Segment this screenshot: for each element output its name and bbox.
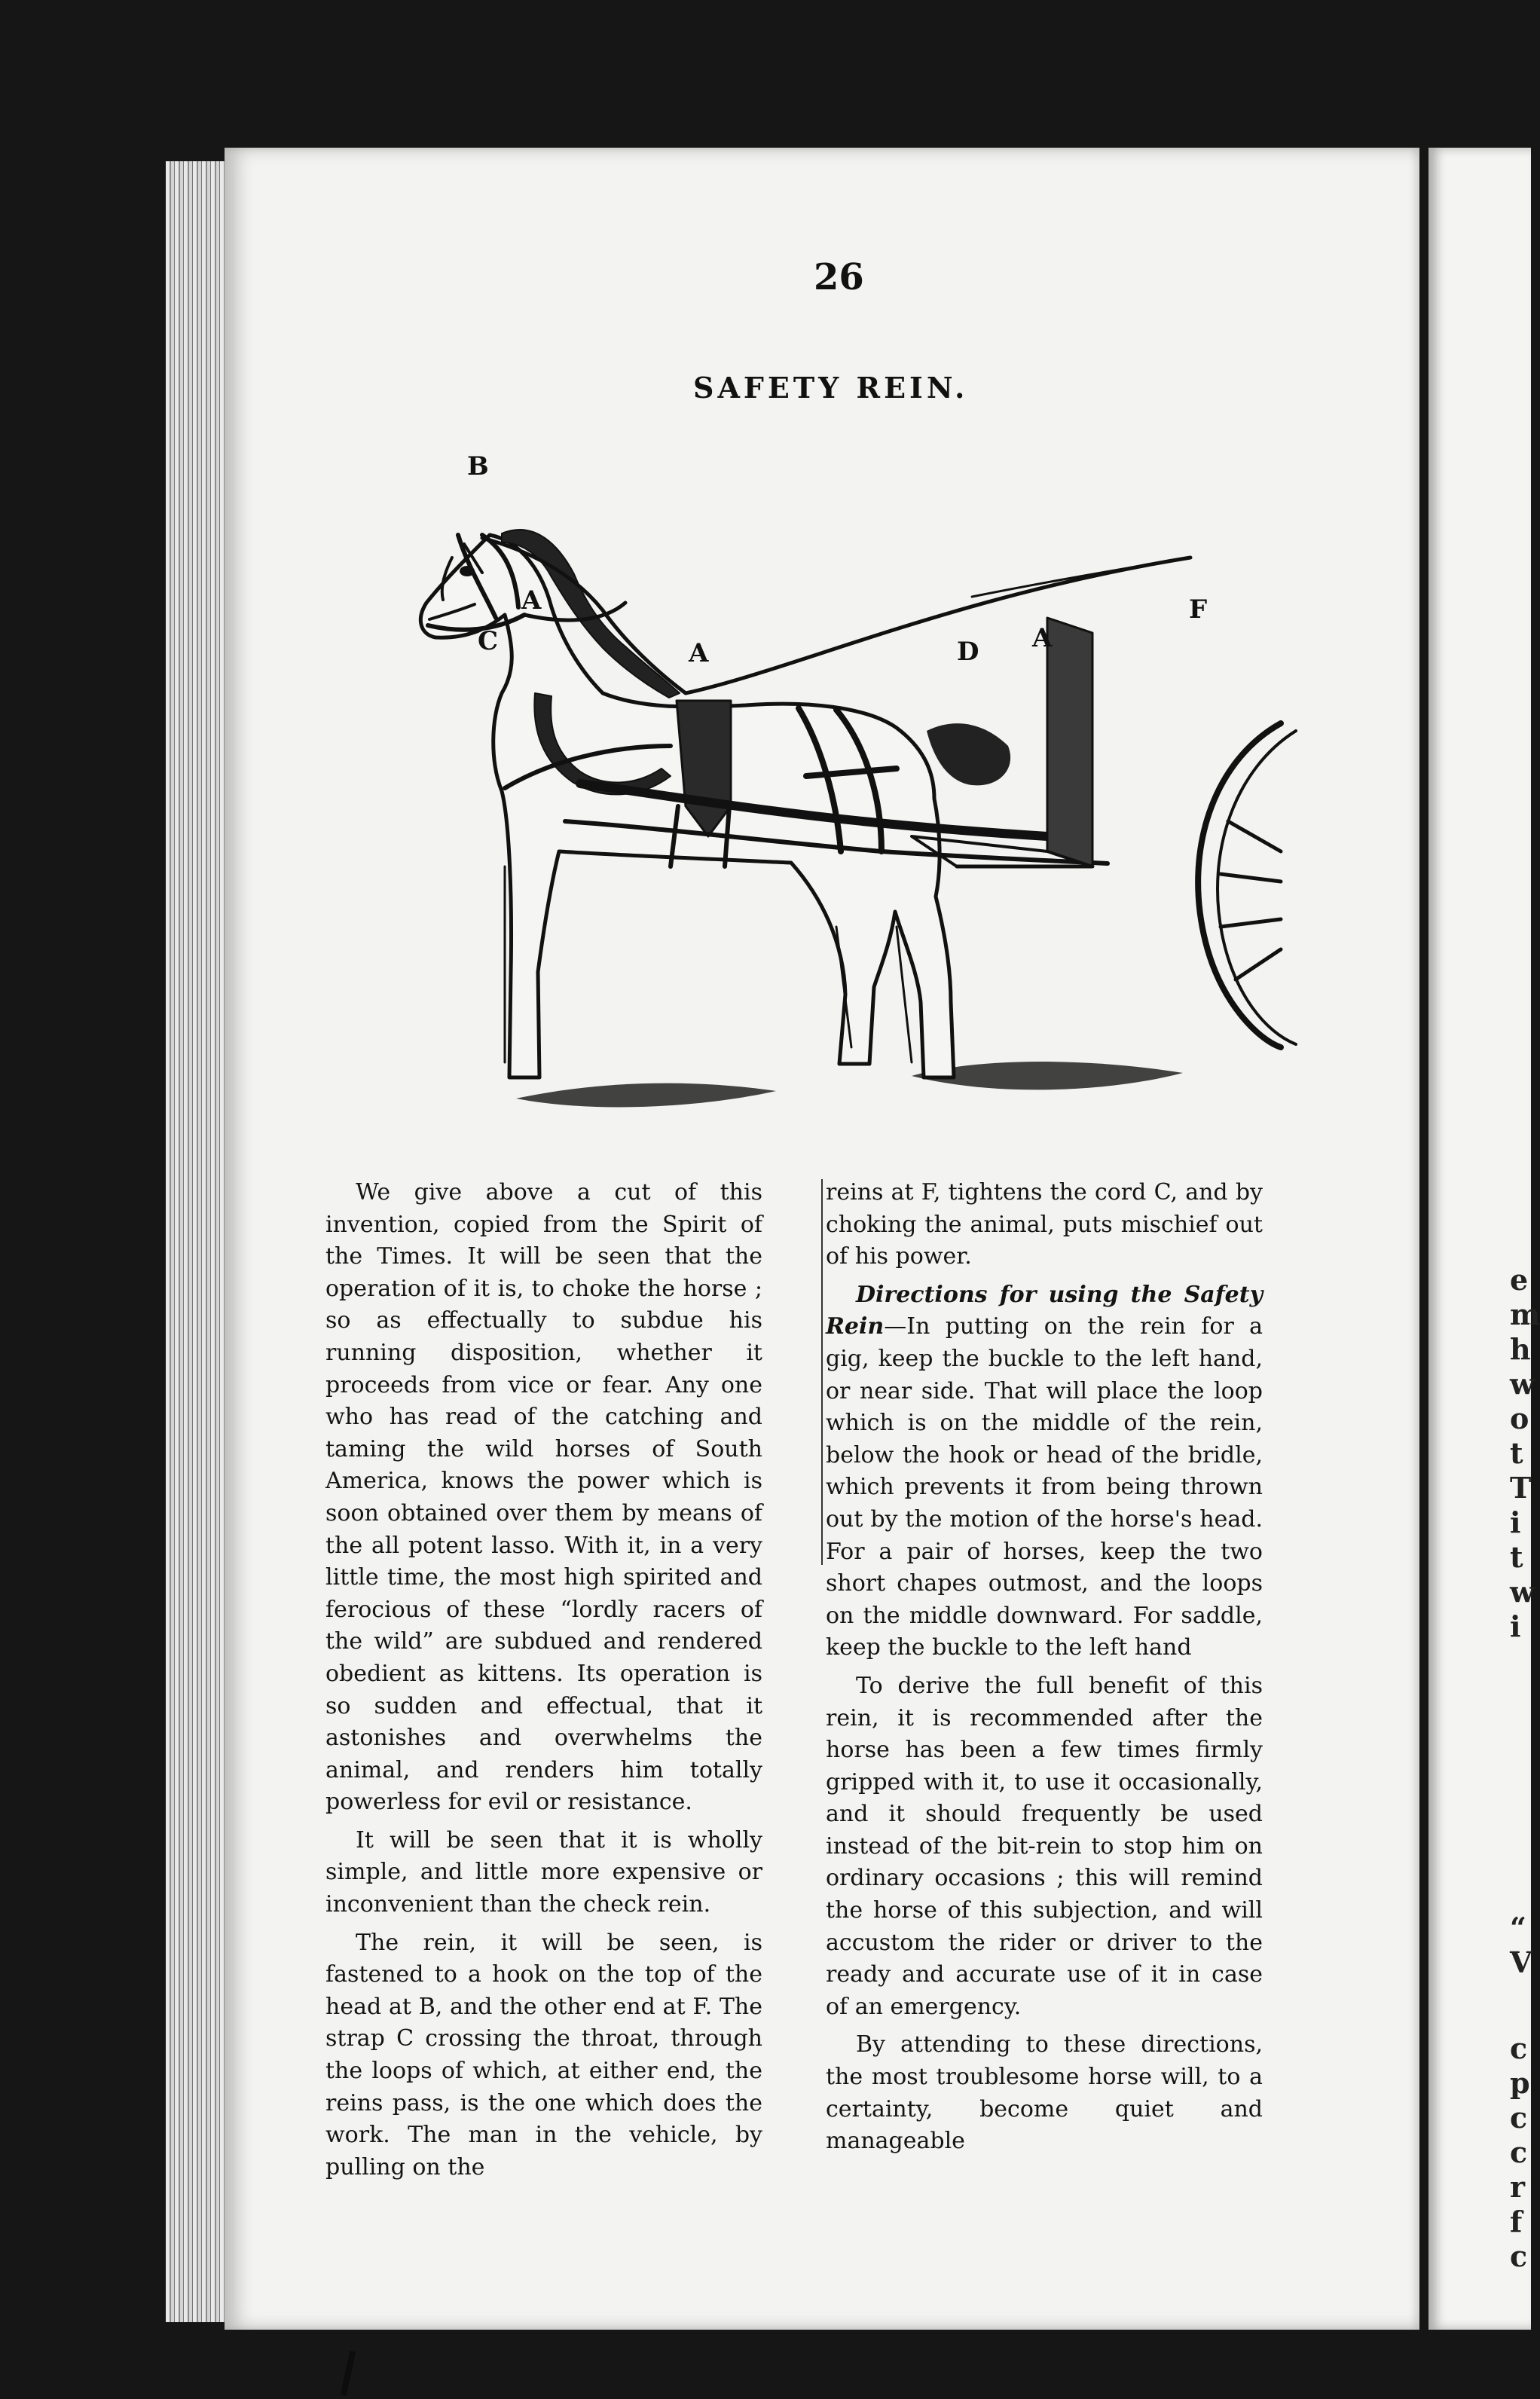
column-rule — [821, 1179, 823, 1565]
facing-page-fragment: T — [1510, 1471, 1532, 1505]
facing-page-fragment: c — [1510, 2031, 1528, 2065]
facing-page-fragment: p — [1510, 2066, 1530, 2100]
page-stack-edges — [166, 161, 234, 2322]
scan-mark — [341, 2351, 356, 2396]
article-title: SAFETY REIN. — [693, 371, 969, 405]
label-a-neck: A — [521, 585, 542, 616]
facing-page-fragment: w — [1510, 1367, 1535, 1401]
facing-page-fragment: m — [1510, 1297, 1540, 1331]
facing-page-fragment: V — [1510, 1945, 1532, 1979]
article-continuation: reins at F, tightens the cord C, and by choking the animal, puts mischief out of his power. — [826, 1179, 1263, 1270]
facing-page-fragment: f — [1510, 2205, 1523, 2239]
facing-page-fragment: w — [1510, 1575, 1535, 1609]
facing-page-fragment: o — [1510, 1401, 1529, 1435]
label-d: D — [957, 637, 979, 667]
facing-page — [1428, 148, 1540, 2330]
directions-text: —In putting on the rein for a gig, keep the buckle to the left hand, or near side. That will place the loop which is on the middle of the rein, below the hook or head of the bridle, which prevents it from being thrown out by the motion of the horse's head. For a pair of horses, keep the two short chapes outmost, and the loops on the middle downward. For saddle, keep the buckle to the left hand — [826, 1313, 1263, 1661]
facing-page-fragment: “ — [1510, 1911, 1526, 1945]
article-paragraph: By attending to these directions, the most troublesome horse will, to a certainty, become quiet and manageable — [826, 2031, 1263, 2155]
facing-page-fragment: i — [1510, 1609, 1521, 1643]
label-a-back: A — [689, 638, 709, 668]
directions-paragraph — [826, 1279, 1263, 1664]
facing-page-fragment: i — [1510, 1505, 1521, 1539]
article-paragraph: The rein, it will be seen, is fastened to a hook on the top of the head at B, and the other end at F. The strap C crossing the throat, through the loops of which, at either end, the reins pass, is the one which does the work. The man in the vehicle, by pulling on the — [325, 1929, 762, 2180]
label-b: B — [467, 451, 489, 481]
facing-page-fragment: t — [1510, 1540, 1523, 1574]
label-a-tail: A — [1032, 623, 1053, 653]
article-paragraph: It will be seen that it is wholly simple, and little more expensive or inconvenient than the check rein. — [325, 1826, 762, 1918]
facing-page-fragment: c — [1510, 2101, 1528, 2135]
article-right-column — [826, 1177, 1263, 2158]
directions-heading: Directions for using the Safety Rein — [826, 1281, 1263, 1340]
facing-page-fragment: c — [1510, 2135, 1528, 2169]
facing-page-fragment: r — [1510, 2170, 1526, 2204]
horse-safety-rein-engraving — [354, 445, 1303, 1145]
facing-page-fragment: t — [1510, 1436, 1523, 1470]
article-paragraph: To derive the full benefit of this rein, it is recommended after the horse has been a few times firmly gripped with it, to use it occasionally, and it should frequently be used instead of the bit-rein to stop him on ordinary occasions ; this will remind the horse of this subjection, and will accustom the rider or driver to the ready and accurate use of it in case of an emergency. — [826, 1672, 1263, 2020]
page-number: 26 — [814, 256, 864, 298]
facing-page-fragment: h — [1510, 1332, 1531, 1366]
article-paragraph: We give above a cut of this invention, copied from the Spirit of the Times. It will be seen that the operation of it is, to choke the horse ; so as effectually to subdue his running disposition, whether it proceeds from vice or fear. Any one who has read of the catching and taming the wild horses of South America, knows the power which is soon obtained over them by means of the all potent lasso. With it, in a very little time, the most high spirited and ferocious of these “lordly racers of the wild” are subdued and rendered obedient as kittens. Its operation is so sudden and effectual, that it astonishes and overwhelms the animal, and renders him totally powerless for evil or resistance. — [325, 1179, 762, 1816]
label-c: C — [478, 626, 499, 656]
facing-page-fragment: c — [1510, 2239, 1528, 2273]
label-f: F — [1189, 594, 1208, 625]
facing-page-fragment: e — [1510, 1263, 1529, 1297]
article-left-column — [325, 1177, 762, 2184]
